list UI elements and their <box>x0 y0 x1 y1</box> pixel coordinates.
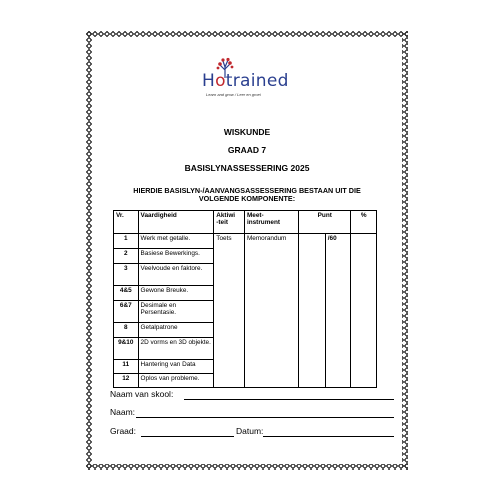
date-label: Datum: <box>236 426 264 436</box>
date-line[interactable] <box>263 436 394 437</box>
table-row: 12 Oplos van probleme. <box>114 374 377 388</box>
header-skill: Vaardigheid <box>138 211 214 234</box>
hotrained-logo <box>188 61 308 99</box>
grade-label: Graad: <box>110 426 136 436</box>
components-table <box>113 210 377 388</box>
subject-title: WISKUNDE <box>223 127 271 137</box>
activity-cell: Toets <box>214 234 245 388</box>
learner-name-line[interactable] <box>136 417 394 418</box>
worksheet-page <box>86 31 408 470</box>
intro-line-1: HIERDIE BASISLYN-/AANVANGSASSESSERING BESTAAN UIT DIE <box>133 186 361 195</box>
intro-line-2: VOLGENDE KOMPONENTE: <box>198 194 296 203</box>
table-row: 2 Basiese Bewerkings. <box>114 249 377 264</box>
grade-title: GRAAD 7 <box>227 145 267 155</box>
grade-line[interactable] <box>141 436 234 437</box>
brand-tagline: Learn and grow / Leer en groei <box>206 92 261 97</box>
header-activity: Aktiwi -teit <box>214 211 245 234</box>
table-row: 11 Hantering van Data <box>114 360 377 374</box>
table-row: 1 Werk met getalle. Toets Memorandum /60 <box>114 234 377 249</box>
table-row: 3 Veelvoude en faktore. <box>114 264 377 286</box>
table-row: 6&7 Desimale en Persentasie. <box>114 301 377 323</box>
school-name-line[interactable] <box>184 399 394 400</box>
header-vr: Vr. <box>114 211 139 234</box>
brand-name: Hotrained <box>202 71 289 91</box>
assessment-title: BASISLYNASSESSERING 2025 <box>184 163 310 173</box>
table-row: 8 Getalpatrone <box>114 323 377 338</box>
header-points: Punt <box>299 211 351 234</box>
table-row: 9&10 2D vorms en 3D objekte. <box>114 338 377 360</box>
instrument-cell: Memorandum <box>244 234 298 388</box>
percent-cell <box>351 234 377 388</box>
table-row: 4&5 Gewone Breuke. <box>114 286 377 301</box>
learner-name-label: Naam: <box>110 407 136 417</box>
total-points-cell: /60 <box>325 234 351 388</box>
header-percent: % <box>351 211 377 234</box>
table-header-row <box>114 211 377 234</box>
school-name-label: Naam van skool: <box>110 389 174 399</box>
header-instrument: Meet- instrument <box>244 211 298 234</box>
page-content <box>96 41 398 460</box>
